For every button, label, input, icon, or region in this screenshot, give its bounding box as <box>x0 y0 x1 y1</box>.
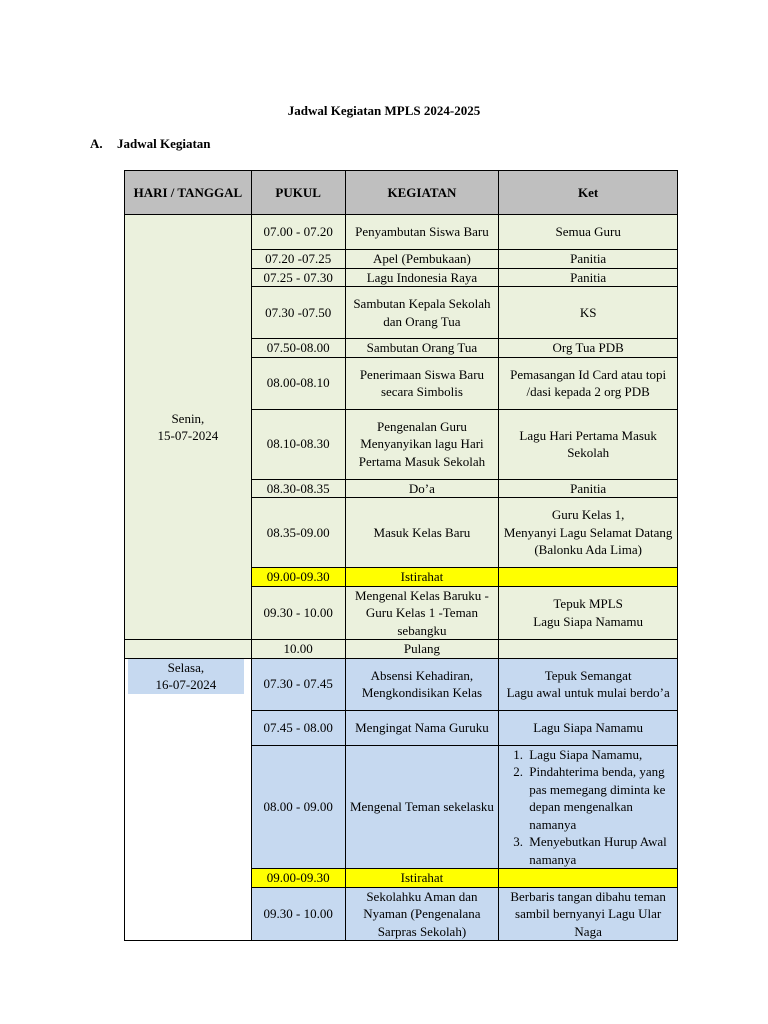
day-date: 16-07-2024 <box>155 677 217 692</box>
table-header-row <box>125 171 678 215</box>
note-cell: Pemasangan Id Card atau topi /dasi kepada 2 org PDB <box>499 357 678 409</box>
activity-cell: Sambutan Orang Tua <box>345 339 499 358</box>
day-cell-monday <box>125 215 252 640</box>
note-list <box>502 746 674 869</box>
time-cell: 08.30-08.35 <box>251 479 345 498</box>
activity-cell: Istirahat <box>345 568 499 587</box>
activity-cell: Istirahat <box>345 869 499 888</box>
activity-cell: Pengenalan Guru Menyanyikan lagu Hari Pertama Masuk Sekolah <box>345 409 499 479</box>
time-cell: 09.30 - 10.00 <box>251 586 345 640</box>
activity-cell: Sambutan Kepala Sekolah dan Orang Tua <box>345 287 499 339</box>
time-cell: 10.00 <box>251 640 345 659</box>
list-item: 2. Pindahterima benda, yang pas memegang diminta ke depan mengenalkan namanya <box>526 763 674 833</box>
note-cell <box>499 498 678 568</box>
list-item: 3. Menyebutkan Hurup Awal namanya <box>526 833 674 868</box>
time-cell: 07.45 - 08.00 <box>251 710 345 745</box>
activity-cell: Penyambutan Siswa Baru <box>345 215 499 250</box>
note-cell: KS <box>499 287 678 339</box>
time-cell: 08.35-09.00 <box>251 498 345 568</box>
activity-cell: Mengenal Kelas Baruku - Guru Kelas 1 -Teman sebangku <box>345 586 499 640</box>
section-heading <box>90 136 211 152</box>
activity-cell: Absensi Kehadiran, Mengkondisikan Kelas <box>345 658 499 710</box>
note-cell: Panitia <box>499 479 678 498</box>
note-cell <box>499 586 678 640</box>
day-date: 15-07-2024 <box>157 428 219 443</box>
activity-cell: Mengenal Teman sekelasku <box>345 745 499 869</box>
time-cell: 09.30 - 10.00 <box>251 887 345 941</box>
activity-cell: Do’a <box>345 479 499 498</box>
note-line: Lagu awal untuk mulai berdo’a <box>506 685 670 700</box>
activity-cell: Penerimaan Siswa Baru secara Simbolis <box>345 357 499 409</box>
time-cell: 07.20 -07.25 <box>251 250 345 269</box>
note-cell <box>499 640 678 659</box>
table-row <box>125 640 678 659</box>
note-line: (Balonku Ada Lima) <box>534 542 642 558</box>
note-cell: Org Tua PDB <box>499 339 678 358</box>
time-cell: 08.00 - 09.00 <box>251 745 345 869</box>
note-cell: Berbaris tangan dibahu teman sambil bernyanyi Lagu Ular Naga <box>499 887 678 941</box>
activity-cell: Pulang <box>345 640 499 659</box>
header-time: PUKUL <box>251 171 345 215</box>
activity-cell: Sekolahku Aman dan Nyaman (Pengenalana Sarpras Sekolah) <box>345 887 499 941</box>
day-cell-tuesday <box>125 658 252 941</box>
note-cell <box>499 869 678 888</box>
header-note: Ket <box>499 171 678 215</box>
note-cell: Panitia <box>499 250 678 269</box>
activity-cell: Apel (Pembukaan) <box>345 250 499 269</box>
note-cell <box>499 658 678 710</box>
table-row <box>125 215 678 250</box>
time-cell: 07.25 - 07.30 <box>251 268 345 287</box>
day-label-box <box>128 659 244 694</box>
list-item: 1. Lagu Siapa Namamu, <box>526 746 674 764</box>
header-day: HARI / TANGGAL <box>125 171 252 215</box>
note-line: Guru Kelas 1, <box>551 507 625 523</box>
table-row <box>125 658 678 710</box>
note-cell: Semua Guru <box>499 215 678 250</box>
header-activity: KEGIATAN <box>345 171 499 215</box>
day-cell-empty <box>125 640 252 659</box>
note-cell <box>499 745 678 869</box>
note-line: Menyanyi Lagu Selamat Datang <box>503 524 673 540</box>
note-cell: Lagu Hari Pertama Masuk Sekolah <box>499 409 678 479</box>
section-number: A. <box>90 136 103 151</box>
activity-cell: Lagu Indonesia Raya <box>345 268 499 287</box>
note-line: Lagu Siapa Namamu <box>533 613 644 629</box>
time-cell: 08.10-08.30 <box>251 409 345 479</box>
activity-cell: Mengingat Nama Guruku <box>345 710 499 745</box>
schedule-table <box>124 170 678 941</box>
note-cell: Lagu Siapa Namamu <box>499 710 678 745</box>
note-cell: Panitia <box>499 268 678 287</box>
time-cell: 09.00-09.30 <box>251 869 345 888</box>
time-cell: 08.00-08.10 <box>251 357 345 409</box>
day-name: Senin, <box>171 410 205 426</box>
document-title: Jadwal Kegiatan MPLS 2024-2025 <box>287 103 481 118</box>
day-name: Selasa, <box>167 659 205 675</box>
note-line: Tepuk MPLS <box>553 596 623 612</box>
note-cell <box>499 568 678 587</box>
time-cell: 07.30 -07.50 <box>251 287 345 339</box>
time-cell: 07.30 - 07.45 <box>251 658 345 710</box>
section-title: Jadwal Kegiatan <box>117 136 211 151</box>
note-line: Tepuk Semangat <box>544 667 632 683</box>
time-cell: 07.00 - 07.20 <box>251 215 345 250</box>
time-cell: 07.50-08.00 <box>251 339 345 358</box>
time-cell: 09.00-09.30 <box>251 568 345 587</box>
activity-cell: Masuk Kelas Baru <box>345 498 499 568</box>
